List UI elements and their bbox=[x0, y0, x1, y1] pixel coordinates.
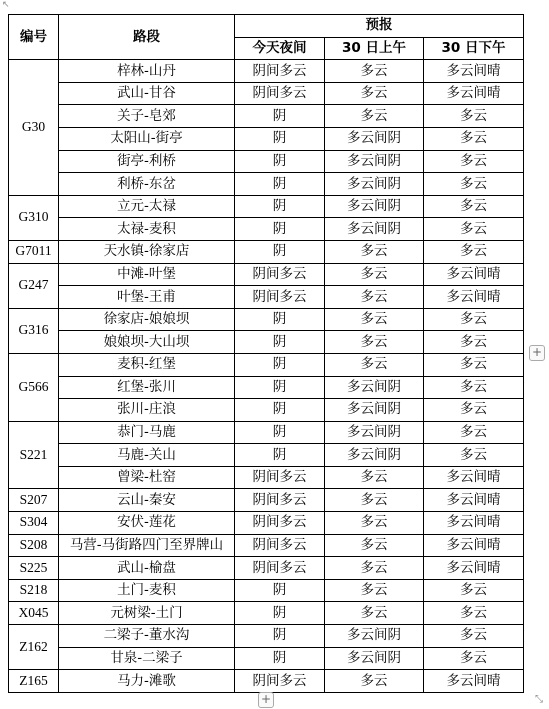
table-row bbox=[9, 331, 524, 354]
road-segment-cell: 张川-庄浪 bbox=[59, 399, 235, 422]
road-segment-cell: 马营-马街路四门至界牌山 bbox=[59, 534, 235, 557]
road-segment-cell: 太禄-麦积 bbox=[59, 218, 235, 241]
day30-morning-cell: 多云间阴 bbox=[325, 218, 424, 241]
day30-afternoon-cell: 多云间晴 bbox=[424, 286, 524, 309]
today-night-cell: 阴间多云 bbox=[235, 557, 325, 580]
today-night-cell: 阴 bbox=[235, 579, 325, 602]
today-night-cell: 阴间多云 bbox=[235, 82, 325, 105]
road-segment-cell: 二梁子-董水沟 bbox=[59, 625, 235, 648]
day30-afternoon-cell: 多云 bbox=[424, 218, 524, 241]
table-row bbox=[9, 466, 524, 489]
day30-morning-cell: 多云间阴 bbox=[325, 399, 424, 422]
today-night-cell: 阴 bbox=[235, 308, 325, 331]
road-segment-cell: 立元-太禄 bbox=[59, 195, 235, 218]
road-code-cell: S218 bbox=[9, 579, 59, 602]
road-segment-cell: 太阳山-街亭 bbox=[59, 127, 235, 150]
day30-afternoon-cell: 多云 bbox=[424, 602, 524, 625]
today-night-cell: 阴 bbox=[235, 421, 325, 444]
day30-afternoon-cell: 多云间晴 bbox=[424, 466, 524, 489]
table-row bbox=[9, 625, 524, 648]
road-segment-cell: 街亭-利桥 bbox=[59, 150, 235, 173]
day30-afternoon-cell: 多云 bbox=[424, 579, 524, 602]
header-code: 编号 bbox=[9, 15, 59, 60]
road-segment-cell: 元树梁-土门 bbox=[59, 602, 235, 625]
road-code-cell: S208 bbox=[9, 534, 59, 557]
road-code-cell: S221 bbox=[9, 421, 59, 489]
road-segment-cell: 徐家店-娘娘坝 bbox=[59, 308, 235, 331]
road-segment-cell: 武山-榆盘 bbox=[59, 557, 235, 580]
road-code-cell: G566 bbox=[9, 353, 59, 421]
road-code-cell: G7011 bbox=[9, 240, 59, 263]
today-night-cell: 阴 bbox=[235, 602, 325, 625]
today-night-cell: 阴 bbox=[235, 105, 325, 128]
day30-morning-cell: 多云 bbox=[325, 105, 424, 128]
road-code-cell: G30 bbox=[9, 60, 59, 196]
header-30-afternoon: 30 日下午 bbox=[424, 37, 524, 60]
today-night-cell: 阴间多云 bbox=[235, 512, 325, 535]
table-resize-handle-icon[interactable]: ⤡ bbox=[535, 694, 543, 705]
today-night-cell: 阴间多云 bbox=[235, 286, 325, 309]
today-night-cell: 阴 bbox=[235, 647, 325, 670]
today-night-cell: 阴 bbox=[235, 127, 325, 150]
day30-afternoon-cell: 多云间晴 bbox=[424, 263, 524, 286]
day30-afternoon-cell: 多云间晴 bbox=[424, 82, 524, 105]
day30-afternoon-cell: 多云 bbox=[424, 376, 524, 399]
today-night-cell: 阴间多云 bbox=[235, 489, 325, 512]
day30-afternoon-cell: 多云间晴 bbox=[424, 489, 524, 512]
road-segment-cell: 甘泉-二梁子 bbox=[59, 647, 235, 670]
table-row bbox=[9, 353, 524, 376]
road-segment-cell: 土门-麦积 bbox=[59, 579, 235, 602]
table-row bbox=[9, 105, 524, 128]
today-night-cell: 阴 bbox=[235, 625, 325, 648]
table-row bbox=[9, 557, 524, 580]
day30-afternoon-cell: 多云 bbox=[424, 444, 524, 467]
day30-afternoon-cell: 多云间晴 bbox=[424, 670, 524, 693]
day30-morning-cell: 多云 bbox=[325, 466, 424, 489]
day30-afternoon-cell: 多云 bbox=[424, 150, 524, 173]
table-row bbox=[9, 489, 524, 512]
table-body bbox=[9, 60, 524, 693]
table-row bbox=[9, 512, 524, 535]
today-night-cell: 阴 bbox=[235, 195, 325, 218]
table-row bbox=[9, 444, 524, 467]
today-night-cell: 阴间多云 bbox=[235, 263, 325, 286]
header-30-morning: 30 日上午 bbox=[325, 37, 424, 60]
today-night-cell: 阴 bbox=[235, 173, 325, 196]
road-segment-cell: 曾梁-杜窑 bbox=[59, 466, 235, 489]
day30-morning-cell: 多云 bbox=[325, 579, 424, 602]
table-row bbox=[9, 647, 524, 670]
day30-afternoon-cell: 多云间晴 bbox=[424, 60, 524, 83]
day30-morning-cell: 多云 bbox=[325, 512, 424, 535]
road-code-cell: S304 bbox=[9, 512, 59, 535]
today-night-cell: 阴 bbox=[235, 399, 325, 422]
day30-morning-cell: 多云间阴 bbox=[325, 647, 424, 670]
road-segment-cell: 中滩-叶堡 bbox=[59, 263, 235, 286]
header-forecast: 预报 bbox=[235, 15, 524, 38]
table-row bbox=[9, 263, 524, 286]
table-row bbox=[9, 399, 524, 422]
day30-afternoon-cell: 多云间晴 bbox=[424, 557, 524, 580]
day30-afternoon-cell: 多云 bbox=[424, 421, 524, 444]
table-row bbox=[9, 127, 524, 150]
day30-morning-cell: 多云间阴 bbox=[325, 421, 424, 444]
table-row bbox=[9, 308, 524, 331]
road-code-cell: S225 bbox=[9, 557, 59, 580]
table-row bbox=[9, 602, 524, 625]
road-code-cell: G247 bbox=[9, 263, 59, 308]
table-row bbox=[9, 286, 524, 309]
road-segment-cell: 梓林-山丹 bbox=[59, 60, 235, 83]
day30-morning-cell: 多云间阴 bbox=[325, 444, 424, 467]
table-row bbox=[9, 421, 524, 444]
header-road: 路段 bbox=[59, 15, 235, 60]
road-segment-cell: 马鹿-关山 bbox=[59, 444, 235, 467]
day30-morning-cell: 多云 bbox=[325, 82, 424, 105]
day30-morning-cell: 多云 bbox=[325, 353, 424, 376]
road-segment-cell: 关子-皂郊 bbox=[59, 105, 235, 128]
today-night-cell: 阴 bbox=[235, 353, 325, 376]
day30-afternoon-cell: 多云 bbox=[424, 625, 524, 648]
day30-afternoon-cell: 多云间晴 bbox=[424, 534, 524, 557]
add-row-button[interactable]: + bbox=[258, 692, 274, 708]
day30-morning-cell: 多云 bbox=[325, 308, 424, 331]
today-night-cell: 阴间多云 bbox=[235, 670, 325, 693]
road-code-cell: S207 bbox=[9, 489, 59, 512]
day30-morning-cell: 多云间阴 bbox=[325, 173, 424, 196]
day30-morning-cell: 多云 bbox=[325, 60, 424, 83]
table-row bbox=[9, 173, 524, 196]
road-segment-cell: 马力-滩歌 bbox=[59, 670, 235, 693]
road-code-cell: G316 bbox=[9, 308, 59, 353]
day30-afternoon-cell: 多云 bbox=[424, 240, 524, 263]
day30-morning-cell: 多云 bbox=[325, 240, 424, 263]
table-row bbox=[9, 579, 524, 602]
today-night-cell: 阴 bbox=[235, 218, 325, 241]
day30-morning-cell: 多云 bbox=[325, 670, 424, 693]
table-row bbox=[9, 240, 524, 263]
day30-morning-cell: 多云 bbox=[325, 602, 424, 625]
day30-morning-cell: 多云 bbox=[325, 489, 424, 512]
day30-afternoon-cell: 多云 bbox=[424, 647, 524, 670]
road-code-cell: Z162 bbox=[9, 625, 59, 670]
today-night-cell: 阴间多云 bbox=[235, 60, 325, 83]
day30-afternoon-cell: 多云 bbox=[424, 195, 524, 218]
today-night-cell: 阴 bbox=[235, 150, 325, 173]
table-row bbox=[9, 218, 524, 241]
table-move-handle-icon[interactable]: ↖ bbox=[2, 0, 10, 10]
road-segment-cell: 武山-甘谷 bbox=[59, 82, 235, 105]
today-night-cell: 阴 bbox=[235, 376, 325, 399]
table-row bbox=[9, 670, 524, 693]
road-segment-cell: 叶堡-王甫 bbox=[59, 286, 235, 309]
day30-morning-cell: 多云 bbox=[325, 557, 424, 580]
day30-morning-cell: 多云间阴 bbox=[325, 195, 424, 218]
table-row bbox=[9, 60, 524, 83]
road-code-cell: Z165 bbox=[9, 670, 59, 693]
table-row bbox=[9, 534, 524, 557]
table-row bbox=[9, 195, 524, 218]
today-night-cell: 阴间多云 bbox=[235, 534, 325, 557]
day30-morning-cell: 多云 bbox=[325, 263, 424, 286]
day30-morning-cell: 多云间阴 bbox=[325, 150, 424, 173]
day30-morning-cell: 多云间阴 bbox=[325, 625, 424, 648]
table-row bbox=[9, 376, 524, 399]
road-segment-cell: 麦积-红堡 bbox=[59, 353, 235, 376]
road-weather-forecast-table bbox=[8, 14, 524, 693]
day30-afternoon-cell: 多云 bbox=[424, 331, 524, 354]
road-segment-cell: 云山-秦安 bbox=[59, 489, 235, 512]
day30-afternoon-cell: 多云 bbox=[424, 308, 524, 331]
road-code-cell: X045 bbox=[9, 602, 59, 625]
road-code-cell: G310 bbox=[9, 195, 59, 240]
road-segment-cell: 娘娘坝-大山坝 bbox=[59, 331, 235, 354]
header-today-night: 今天夜间 bbox=[235, 37, 325, 60]
day30-afternoon-cell: 多云 bbox=[424, 399, 524, 422]
day30-morning-cell: 多云间阴 bbox=[325, 127, 424, 150]
day30-morning-cell: 多云 bbox=[325, 331, 424, 354]
road-segment-cell: 红堡-张川 bbox=[59, 376, 235, 399]
table-row bbox=[9, 82, 524, 105]
day30-afternoon-cell: 多云 bbox=[424, 127, 524, 150]
road-segment-cell: 天水镇-徐家店 bbox=[59, 240, 235, 263]
day30-afternoon-cell: 多云 bbox=[424, 173, 524, 196]
today-night-cell: 阴 bbox=[235, 444, 325, 467]
day30-afternoon-cell: 多云 bbox=[424, 105, 524, 128]
today-night-cell: 阴 bbox=[235, 240, 325, 263]
day30-afternoon-cell: 多云 bbox=[424, 353, 524, 376]
table-row bbox=[9, 150, 524, 173]
day30-afternoon-cell: 多云间晴 bbox=[424, 512, 524, 535]
road-segment-cell: 利桥-东岔 bbox=[59, 173, 235, 196]
today-night-cell: 阴间多云 bbox=[235, 466, 325, 489]
road-segment-cell: 安伏-莲花 bbox=[59, 512, 235, 535]
day30-morning-cell: 多云 bbox=[325, 286, 424, 309]
day30-morning-cell: 多云 bbox=[325, 534, 424, 557]
today-night-cell: 阴 bbox=[235, 331, 325, 354]
header-row bbox=[9, 15, 524, 38]
add-column-button[interactable]: + bbox=[529, 345, 545, 361]
road-segment-cell: 恭门-马鹿 bbox=[59, 421, 235, 444]
day30-morning-cell: 多云间阴 bbox=[325, 376, 424, 399]
